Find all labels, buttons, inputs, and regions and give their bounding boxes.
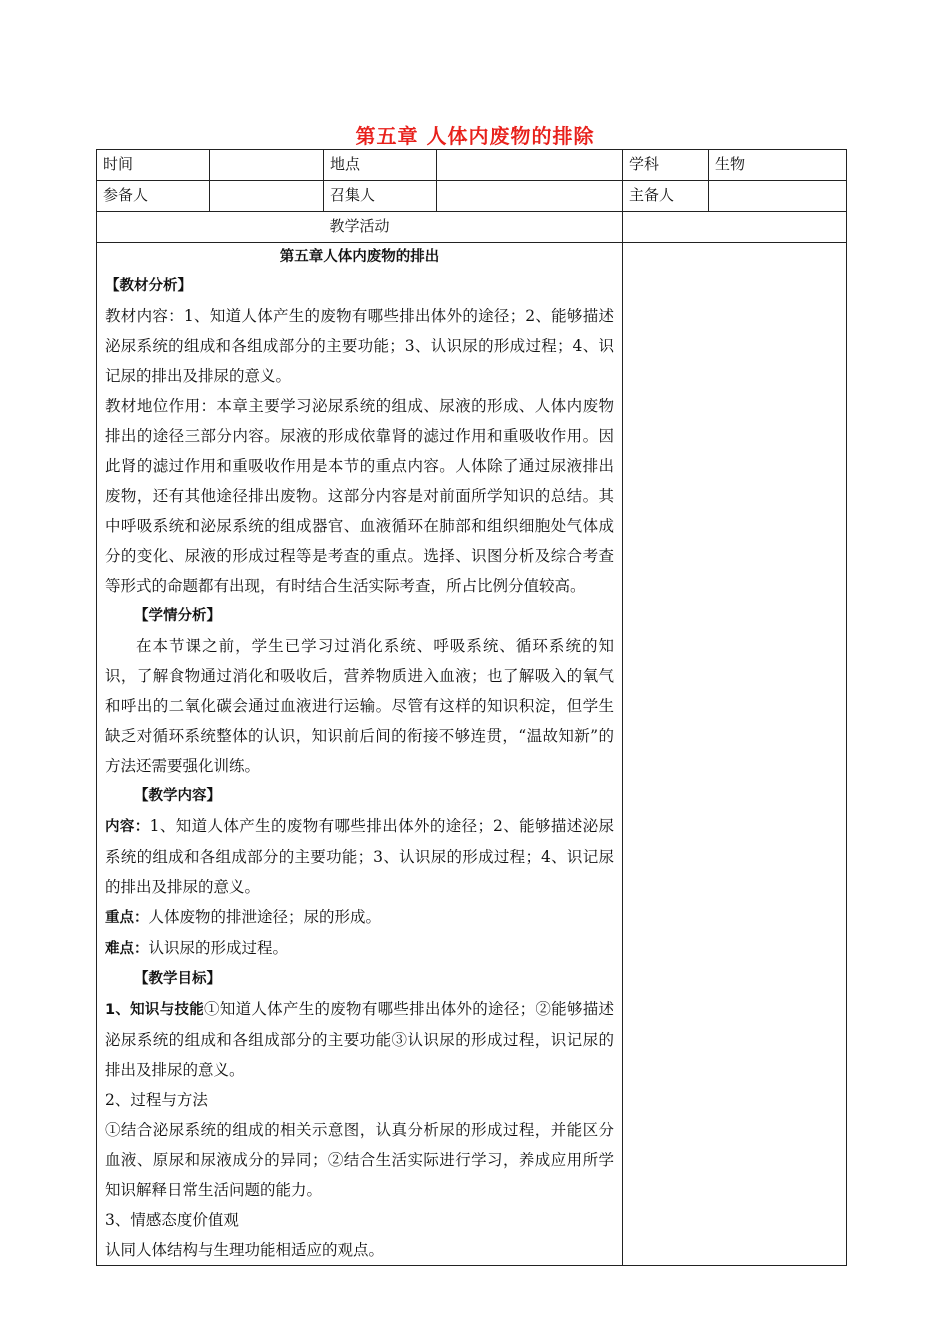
section-teaching-goals-heading: 【教学目标】: [134, 971, 221, 987]
textbook-role-paragraph: 教材地位作用：本章主要学习泌尿系统的组成、尿液的形成、人体内废物排出的途径三部分内容。尿液的形成依靠肾的滤过作用和重吸收作用。因此肾的滤过作用和重吸收作用是本节的重点内容。人体除了通过尿液排出废物，还有其他途径排出废物。这部分内容是对前面所学知识的总结。其中呼吸系统和泌尿系统的组成器官、血液循环在肺部和组织细胞处气体成分的变化、尿液的形成过程等是考查的重点。选择、识图分析及综合考查等形式的命题都有出现，有时结合生活实际考查，所占比例分值较高。: [105, 397, 614, 595]
activity-header: 教学活动: [97, 212, 623, 243]
info-row-1: [97, 150, 847, 181]
section-textbook-analysis-heading: 【教材分析】: [105, 278, 192, 294]
lead-preparer-label: 主备人: [623, 181, 709, 212]
teaching-content-paragraph: [105, 811, 614, 902]
goal-process-text: ①结合泌尿系统的组成的相关示意图，认真分析尿的形成过程，并能区分血液、原尿和尿液成分的异同；②结合生活实际进行学习，养成应用所学知识解释日常生活问题的能力。: [105, 1121, 614, 1199]
goal-knowledge-text: ①知道人体产生的废物有哪些排出体外的途径；②能够描述泌尿系统的组成和各组成部分的主要功能③认识尿的形成过程，识记尿的排出及排尿的意义。: [105, 1000, 614, 1079]
teaching-activity-cell: [97, 243, 623, 1266]
section-student-analysis-heading: 【学情分析】: [134, 608, 221, 624]
lead-preparer-value: [709, 181, 847, 212]
side-notes-cell: [623, 243, 847, 1266]
student-analysis-paragraph: 在本节课之前，学生已学习过消化系统、呼吸系统、循环系统的知识，了解食物通过消化和吸收后，营养物质进入血液；也了解吸入的氧气和呼出的二氧化碳会通过血液进行运输。尽管有这样的知识积淀，但学生缺乏对循环系统整体的认识，知识前后间的衔接不够连贯，“温故知新”的方法还需要强化训练。: [105, 637, 614, 775]
participants-value: [210, 181, 324, 212]
difficulty-paragraph: [105, 933, 614, 964]
subject-value: 生物: [709, 150, 847, 181]
activity-header-row: [97, 212, 847, 243]
content-row: [97, 243, 847, 1266]
goal-knowledge-label: 1、知识与技能: [105, 1002, 205, 1018]
key-point-label: 重点：: [105, 910, 149, 926]
difficulty-text: 认识尿的形成过程。: [148, 939, 289, 957]
info-row-2: [97, 181, 847, 212]
goal-attitude-text: 认同人体结构与生理功能相适应的观点。: [105, 1241, 385, 1259]
goal-attitude-label: 3、情感态度价值观: [105, 1211, 239, 1229]
convener-value: [437, 181, 623, 212]
participants-label: 参备人: [97, 181, 210, 212]
key-point-text: 人体废物的排泄途径；尿的形成。: [148, 908, 382, 926]
place-label: 地点: [324, 150, 437, 181]
difficulty-label: 难点：: [105, 941, 149, 957]
side-header: [623, 212, 847, 243]
convener-label: 召集人: [324, 181, 437, 212]
textbook-content-paragraph: 教材内容：1、知道人体产生的废物有哪些排出体外的途径；2、能够描述泌尿系统的组成和各组成部分的主要功能；3、认识尿的形成过程；4、识记尿的排出及排尿的意义。: [105, 307, 614, 385]
goal-knowledge-paragraph: [105, 994, 614, 1085]
key-point-paragraph: [105, 902, 614, 933]
time-value: [210, 150, 324, 181]
subject-label: 学科: [623, 150, 709, 181]
document-title: 第五章 人体内废物的排除: [355, 124, 595, 148]
lesson-plan-table: [96, 149, 847, 1266]
place-value: [437, 150, 623, 181]
content-label: 内容：: [105, 819, 150, 835]
time-label: 时间: [97, 150, 210, 181]
section-teaching-content-heading: 【教学内容】: [134, 788, 221, 804]
content-subtitle: 第五章人体内废物的排出: [279, 249, 440, 265]
goal-process-label: 2、过程与方法: [105, 1091, 208, 1109]
content-text: 1、知道人体产生的废物有哪些排出体外的途径；2、能够描述泌尿系统的组成和各组成部分的主要功能；3、认识尿的形成过程；4、识记尿的排出及排尿的意义。: [105, 817, 614, 896]
